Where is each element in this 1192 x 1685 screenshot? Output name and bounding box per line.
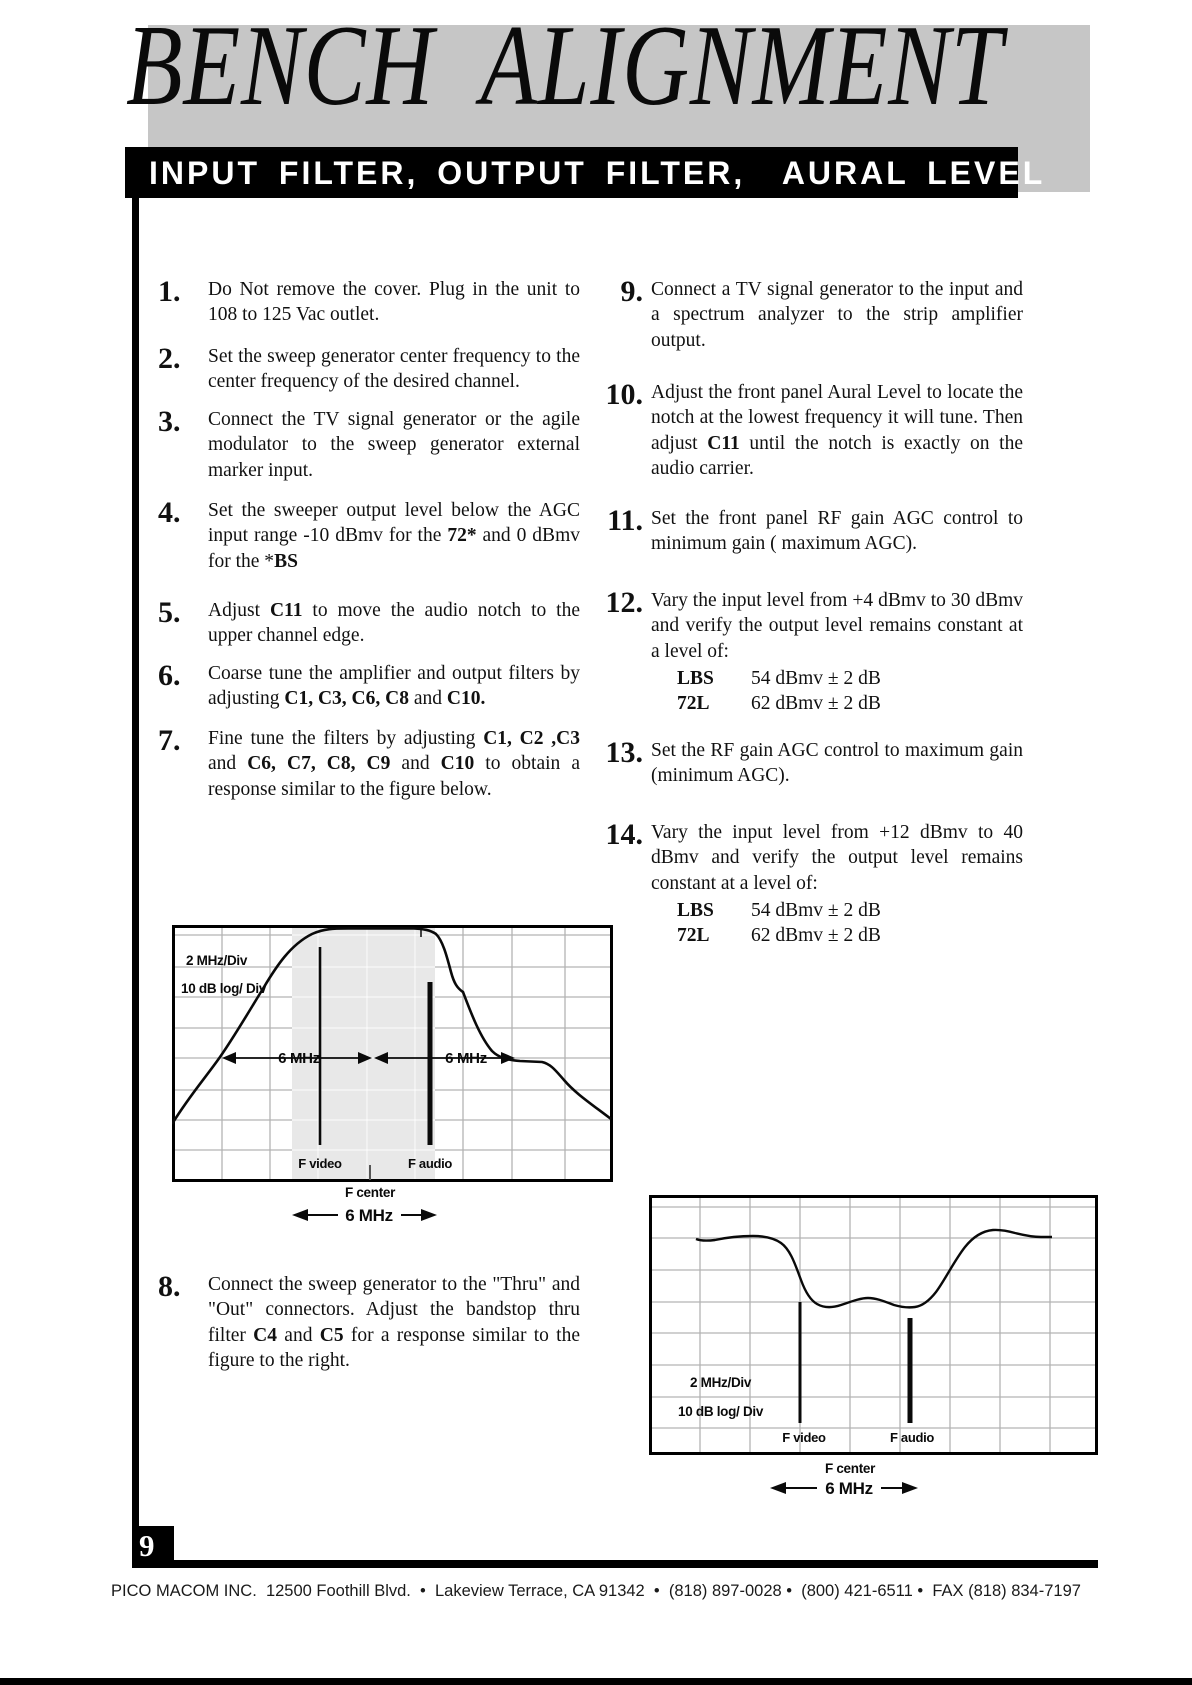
step-11 <box>599 506 1023 557</box>
step-number: 9. <box>620 275 643 308</box>
level-value: 62 dBmv ± 2 dB <box>751 925 881 947</box>
step-5 <box>158 598 580 649</box>
bandstop-response-figure <box>649 1195 1098 1500</box>
step-number: 11. <box>607 504 643 537</box>
left-border-rule <box>132 198 139 1560</box>
output-level-table <box>677 666 1023 717</box>
level-model: LBS <box>677 900 714 922</box>
level-row <box>677 898 1023 923</box>
level-model: 72L <box>677 693 710 715</box>
step-3 <box>158 407 580 483</box>
span-right-label: 6 MHz <box>445 1050 487 1067</box>
level-model: LBS <box>677 668 714 690</box>
level-row <box>677 691 1023 716</box>
step-9 <box>599 277 1023 353</box>
step-2 <box>158 344 580 395</box>
section-header-bar <box>125 147 1046 198</box>
f-video-label: F video <box>298 1156 342 1171</box>
step-text: Coarse tune the amplifier and output filters by adjusting C1, C3, C6, C8 and C10. <box>208 663 580 710</box>
level-value: 54 dBmv ± 2 dB <box>751 900 881 922</box>
step-text: Set the sweeper output level below the AGC input range -10 dBmv for the 72* and 0 dBmv for the *BS <box>208 500 580 572</box>
step-number: 13. <box>605 736 643 769</box>
step-text: Connect the TV signal generator or the agile modulator to the sweep generator external marker input. <box>208 409 580 481</box>
x-scale-label: 2 MHz/Div <box>186 953 248 968</box>
step-10 <box>599 380 1023 481</box>
step-text: Set the front panel RF gain AGC control to minimum gain ( maximum AGC). <box>651 508 1023 555</box>
y-scale-label: 10 dB log/ Div <box>678 1404 764 1419</box>
step-number: 8. <box>158 1270 181 1303</box>
step-number: 10. <box>605 378 643 411</box>
step-number: 4. <box>158 496 181 529</box>
step-text: Adjust the front panel Aural Level to locate the notch at the lowest frequency it will tune. Then adjust C11 until the notch is exactly on the audio carrier. <box>651 382 1023 480</box>
f-video-label: F video <box>782 1430 826 1445</box>
y-scale-label: 10 dB log/ Div <box>181 981 267 996</box>
center-span-label: 6 MHz <box>825 1479 873 1498</box>
level-row <box>677 666 1023 691</box>
section-header-label: INPUT FILTER, OUTPUT FILTER, AURAL LEVEL <box>149 155 1046 191</box>
level-row <box>677 923 1023 948</box>
x-scale-label: 2 MHz/Div <box>690 1375 752 1390</box>
step-text: Vary the input level from +4 dBmv to 30 dBmv and verify the output level remains constant at a level of: <box>651 590 1023 662</box>
step-number: 14. <box>605 818 643 851</box>
bottom-edge-bar <box>0 1678 1192 1685</box>
center-span-label: 6 MHz <box>345 1206 393 1225</box>
step-text: Set the sweep generator center frequency to the center frequency of the desired channel. <box>208 346 580 393</box>
output-level-table <box>677 898 1023 949</box>
step-number: 7. <box>158 724 181 757</box>
step-12 <box>599 588 1023 717</box>
footer-address: PICO MACOM INC. 12500 Foothill Blvd. • Lakeview Terrace, CA 91342 • (818) 897-0028 • (800) 421-6511 • FAX (818) 834-7197 <box>111 1582 1081 1600</box>
step-4 <box>158 498 580 574</box>
step-number: 5. <box>158 596 181 629</box>
bandpass-response-figure <box>172 925 613 1227</box>
level-value: 54 dBmv ± 2 dB <box>751 668 881 690</box>
page-number: 9 <box>139 1528 155 1563</box>
f-center-label: F center <box>824 1461 876 1476</box>
span-left-label: 6 MHz <box>278 1050 320 1067</box>
level-value: 62 dBmv ± 2 dB <box>751 693 881 715</box>
step-1 <box>158 277 580 328</box>
f-audio-label: F audio <box>407 1156 453 1171</box>
step-7 <box>158 726 580 802</box>
step-text: Vary the input level from +12 dBmv to 40 dBmv and verify the output level remains constant at a level of: <box>651 822 1023 894</box>
step-text: Do Not remove the cover. Plug in the unit to 108 to 125 Vac outlet. <box>208 279 580 326</box>
step-text: Adjust C11 to move the audio notch to the upper channel edge. <box>208 600 580 647</box>
step-text: Connect a TV signal generator to the input and a spectrum analyzer to the strip amplifier output. <box>651 279 1023 351</box>
step-6 <box>158 661 580 712</box>
step-number: 3. <box>158 405 181 438</box>
step-14 <box>599 820 1023 949</box>
page-number-box <box>132 1526 174 1566</box>
step-text: Fine tune the filters by adjusting C1, C2 ,C3 and C6, C7, C8, C9 and C10 to obtain a response similar to the figure below. <box>208 728 581 800</box>
step-number: 1. <box>158 275 181 308</box>
step-number: 6. <box>158 659 181 692</box>
step-text: Set the RF gain AGC control to maximum gain (minimum AGC). <box>651 740 1023 787</box>
level-model: 72L <box>677 925 710 947</box>
step-text: Connect the sweep generator to the "Thru" and "Out" connectors. Adjust the bandstop thru filter C4 and C5 for a response similar to the figure to the right. <box>208 1274 580 1372</box>
f-audio-label: F audio <box>889 1430 935 1445</box>
step-number: 12. <box>605 586 643 619</box>
bottom-border-rule <box>132 1560 1098 1568</box>
step-13 <box>599 738 1023 789</box>
step-8 <box>158 1272 580 1373</box>
page-title: BENCH ALIGNMENT <box>126 2 1004 130</box>
f-center-label: F center <box>344 1185 396 1200</box>
step-number: 2. <box>158 342 181 375</box>
